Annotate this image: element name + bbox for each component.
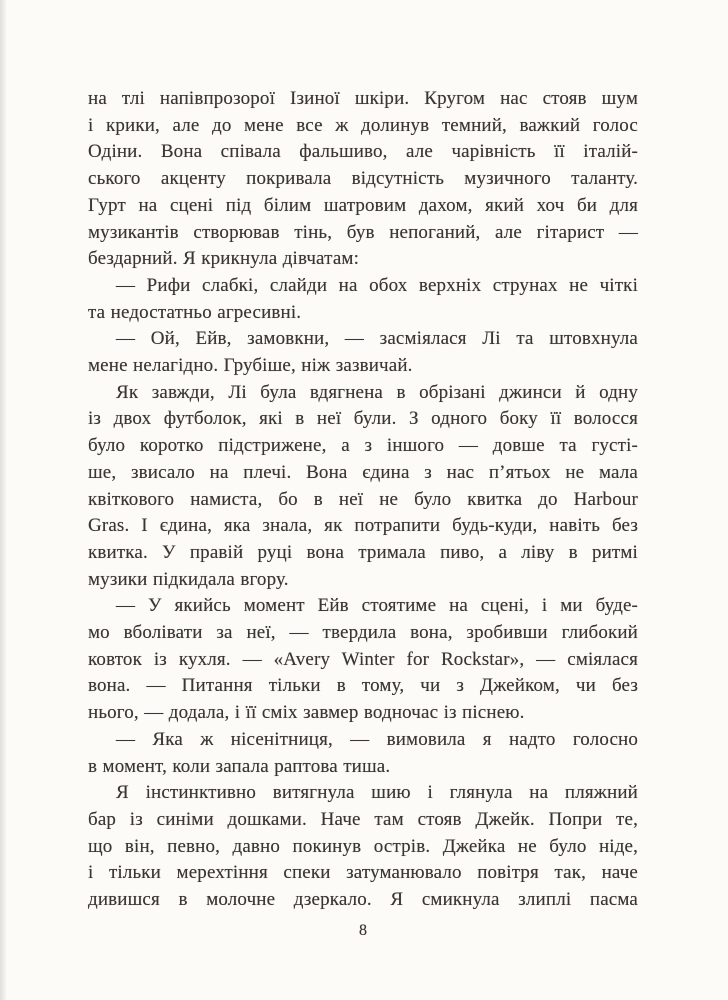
text-line: музикантів створював тінь, був непоганий, але гітарист — xyxy=(88,221,638,243)
page-edge-shading xyxy=(0,0,7,1000)
text-line: вона. — Питання тільки в тому, чи з Джейком, чи без xyxy=(88,675,638,697)
paragraph xyxy=(88,380,638,594)
text-line: мене нелагідно. Грубіше, ніж зазвичай. xyxy=(88,355,413,377)
paragraph xyxy=(88,273,638,326)
text-line: — Яка ж нісенітниця, — вимовила я надто голосно xyxy=(116,728,638,750)
text-line: ше, звисало на плечі. Вона єдина з нас п’ятьох не мала xyxy=(88,461,638,483)
text-line: і крики, але до мене все ж долинув темний, важкий голос xyxy=(88,114,638,136)
text-line: було коротко підстрижене, а з іншого — довше та густі- xyxy=(88,435,638,457)
text-line: на тлі напівпрозорої Ізиної шкіри. Кругом нас стояв шум xyxy=(88,88,638,109)
text-line: і тільки мерехтіння спеки затуманювало повітря так, наче xyxy=(88,862,638,884)
paragraph xyxy=(88,780,638,914)
text-line: в момент, коли запала раптова тиша. xyxy=(88,755,391,777)
text-line: Я інстинктивно витягнула шию і глянула на пляжний xyxy=(116,782,638,804)
text-line: — Ой, Ейв, замовкни, — засміялася Лі та штовхнула xyxy=(116,328,638,350)
text-line: мо вболівати за неї, — твердила вона, зробивши глибокий xyxy=(88,622,638,644)
text-line: бездарний. Я крикнула дівчатам: xyxy=(88,248,360,270)
text-line: Gras. І єдина, яка знала, як потрапити будь-куди, навіть без xyxy=(88,515,638,537)
text-line: Як завжди, Лі була вдягнена в обрізані джинси й одну xyxy=(116,381,638,403)
text-block xyxy=(88,86,638,914)
paragraph xyxy=(88,727,638,780)
text-line: квіткового намиста, бо в неї не було квитка до Harbour xyxy=(88,488,638,510)
text-line: ковток із кухля. — «Avery Winter for Rockstar», — сміялася xyxy=(88,648,638,670)
paragraph xyxy=(88,326,638,379)
text-line: дивишся в молочне дзеркало. Я смикнула злиплі пасма xyxy=(88,889,638,911)
text-line: музики підкидала вгору. xyxy=(88,568,289,590)
text-line: Одіни. Вона співала фальшиво, але чарівність її італій- xyxy=(88,141,638,163)
page-number: 8 xyxy=(359,922,367,939)
text-line: бар із синіми дошками. Наче там стояв Джейк. Попри те, xyxy=(88,808,638,830)
text-line: ського акценту покривала відсутність музичного таланту. xyxy=(88,168,638,190)
text-line: із двох футболок, які в неї були. З одного боку її волосся xyxy=(88,408,638,430)
paragraph xyxy=(88,593,638,727)
text-line: та недостатньо агресивні. xyxy=(88,301,302,323)
text-line: — Рифи слабкі, слайди на обох верхніх струнах не чіткі xyxy=(116,274,638,296)
text-line: нього, — додала, і її сміх завмер водночас із піснею. xyxy=(88,702,525,724)
text-line: — У якийсь момент Ейв стоятиме на сцені, і ми буде- xyxy=(116,595,638,617)
text-line: квитка. У правій руці вона тримала пиво, а ліву в ритмі xyxy=(88,541,638,563)
paragraph xyxy=(88,86,638,273)
text-line: що він, певно, давно покинув острів. Джейка не було ніде, xyxy=(88,835,638,857)
text-line: Гурт на сцені під білим шатровим дахом, який хоч би для xyxy=(88,194,638,216)
